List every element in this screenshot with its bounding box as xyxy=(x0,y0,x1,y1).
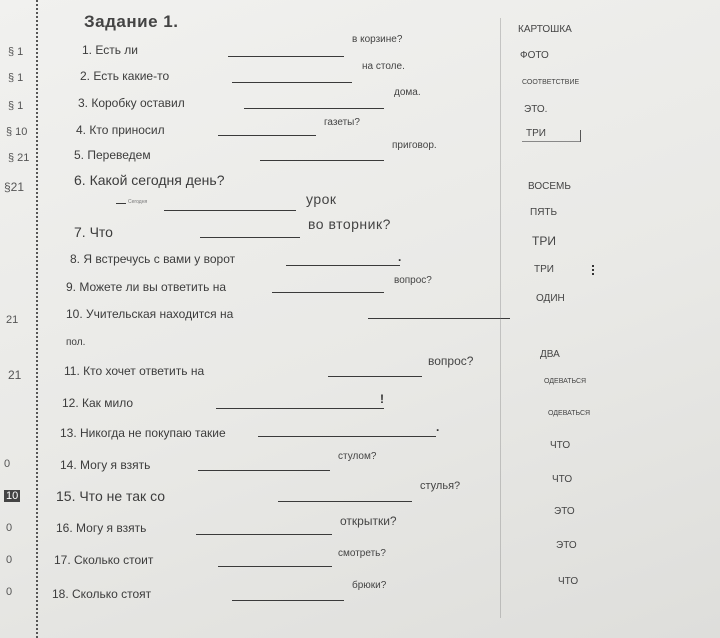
given-word: стулья? xyxy=(420,480,461,492)
punctuation: . xyxy=(398,250,402,264)
answer-word: ВОСЕМЬ xyxy=(528,181,571,192)
given-word: урок xyxy=(306,191,337,207)
answer-blank[interactable] xyxy=(198,470,330,471)
exercise-sentence: 10. Учительская находится на xyxy=(66,307,234,321)
given-word: вопрос? xyxy=(428,354,474,368)
tick-mark xyxy=(592,265,594,275)
section-mark: § 1 xyxy=(8,46,24,58)
section-mark: 21 xyxy=(6,314,19,326)
answer-blank[interactable] xyxy=(232,600,344,601)
answer-word: ДВА xyxy=(540,349,560,360)
margin-line xyxy=(36,0,38,638)
answer-blank[interactable] xyxy=(218,135,316,136)
given-word: открытки? xyxy=(340,514,397,528)
section-mark: 0 xyxy=(6,586,13,598)
section-mark: 0 xyxy=(4,458,11,470)
dash xyxy=(116,203,126,204)
answer-blank[interactable] xyxy=(228,56,344,57)
column-divider xyxy=(500,18,501,618)
exercise-sentence: 6. Какой сегодня день? xyxy=(74,172,225,188)
answer-blank[interactable] xyxy=(218,566,332,567)
exercise-sentence: 1. Есть ли xyxy=(82,43,138,57)
exercise-sentence: 16. Могу я взять xyxy=(56,521,147,535)
section-mark: § 10 xyxy=(6,126,28,138)
given-word: на столе. xyxy=(362,61,405,72)
answer-word: ЭТО xyxy=(554,506,575,517)
section-mark: 10 xyxy=(6,490,19,502)
given-word: смотреть? xyxy=(338,548,386,559)
answer-blank[interactable] xyxy=(328,376,422,377)
answer-word: ФОТО xyxy=(520,50,549,61)
section-mark: 0 xyxy=(6,522,13,534)
exercise-sentence: 7. Что xyxy=(74,224,113,240)
exercise-sentence: 18. Сколько стоят xyxy=(52,587,152,601)
answer-blank[interactable] xyxy=(200,237,300,238)
answer-word: ОДЕВАТЬСЯ xyxy=(544,378,587,385)
hint-word: Сегодня xyxy=(128,199,148,205)
sentence-continuation: пол. xyxy=(66,337,86,348)
section-mark: §21 xyxy=(4,180,25,194)
section-mark: 21 xyxy=(8,368,22,382)
answer-blank[interactable] xyxy=(272,292,384,293)
section-mark: 0 xyxy=(6,554,13,566)
answer-word: ОДЕВАТЬСЯ xyxy=(548,410,591,417)
exercise-sentence: 14. Могу я взять xyxy=(60,458,151,472)
answer-word: ОДИН xyxy=(536,293,565,304)
answer-word: ЧТО xyxy=(558,576,579,587)
answer-blank[interactable] xyxy=(260,160,384,161)
exercise-sentence: 13. Никогда не покупаю такие xyxy=(60,426,226,440)
exercise-sentence: 4. Кто приносил xyxy=(76,123,165,137)
underline xyxy=(522,141,580,142)
given-word: газеты? xyxy=(324,117,360,128)
section-mark: § 1 xyxy=(8,100,24,112)
exercise-sentence: 9. Можете ли вы ответить на xyxy=(66,280,227,294)
answer-word: ЭТО xyxy=(556,540,577,551)
page-title: Задание 1. xyxy=(84,12,179,31)
given-word: во вторник? xyxy=(308,216,391,232)
exercise-sentence: 11. Кто хочет ответить на xyxy=(64,364,205,378)
exercise-sentence: 3. Коробку оставил xyxy=(78,96,185,110)
given-word: брюки? xyxy=(352,580,387,591)
answer-blank[interactable] xyxy=(258,436,436,437)
answer-blank[interactable] xyxy=(232,82,352,83)
given-word: стулом? xyxy=(338,451,377,462)
given-word: вопрос? xyxy=(394,275,432,286)
exercise-sentence: 17. Сколько стоит xyxy=(54,553,154,567)
answer-blank[interactable] xyxy=(216,408,384,409)
given-word: в корзине? xyxy=(352,34,403,45)
answer-blank[interactable] xyxy=(368,318,510,319)
punctuation: . xyxy=(436,420,440,434)
answer-word: КАРТОШКА xyxy=(518,24,572,35)
punctuation: ! xyxy=(380,392,384,406)
answer-blank[interactable] xyxy=(244,108,384,109)
tick-mark xyxy=(580,130,581,142)
answer-word: ТРИ xyxy=(526,128,546,139)
exercise-sentence: 2. Есть какие-то xyxy=(80,69,170,83)
answer-word: СООТВЕТСТВИЕ xyxy=(522,79,580,86)
given-word: дома. xyxy=(394,87,421,98)
answer-blank[interactable] xyxy=(164,210,296,211)
section-mark: § 21 xyxy=(8,152,30,164)
answer-word: ПЯТЬ xyxy=(530,207,558,218)
answer-word: ЧТО xyxy=(550,440,571,451)
exercise-sentence: 12. Как мило xyxy=(62,396,134,410)
section-mark: § 1 xyxy=(8,72,24,84)
answer-word: ТРИ xyxy=(532,234,556,248)
answer-word: ТРИ xyxy=(534,264,554,275)
answer-word: ЭТО. xyxy=(524,104,548,115)
exercise-sentence: 15. Что не так со xyxy=(56,488,166,504)
answer-blank[interactable] xyxy=(196,534,332,535)
exercise-sentence: 8. Я встречусь с вами у ворот xyxy=(70,252,236,266)
given-word: приговор. xyxy=(392,140,437,151)
exercise-sentence: 5. Переведем xyxy=(74,148,151,162)
answer-blank[interactable] xyxy=(278,501,412,502)
answer-word: ЧТО xyxy=(552,474,573,485)
answer-blank[interactable] xyxy=(286,265,400,266)
